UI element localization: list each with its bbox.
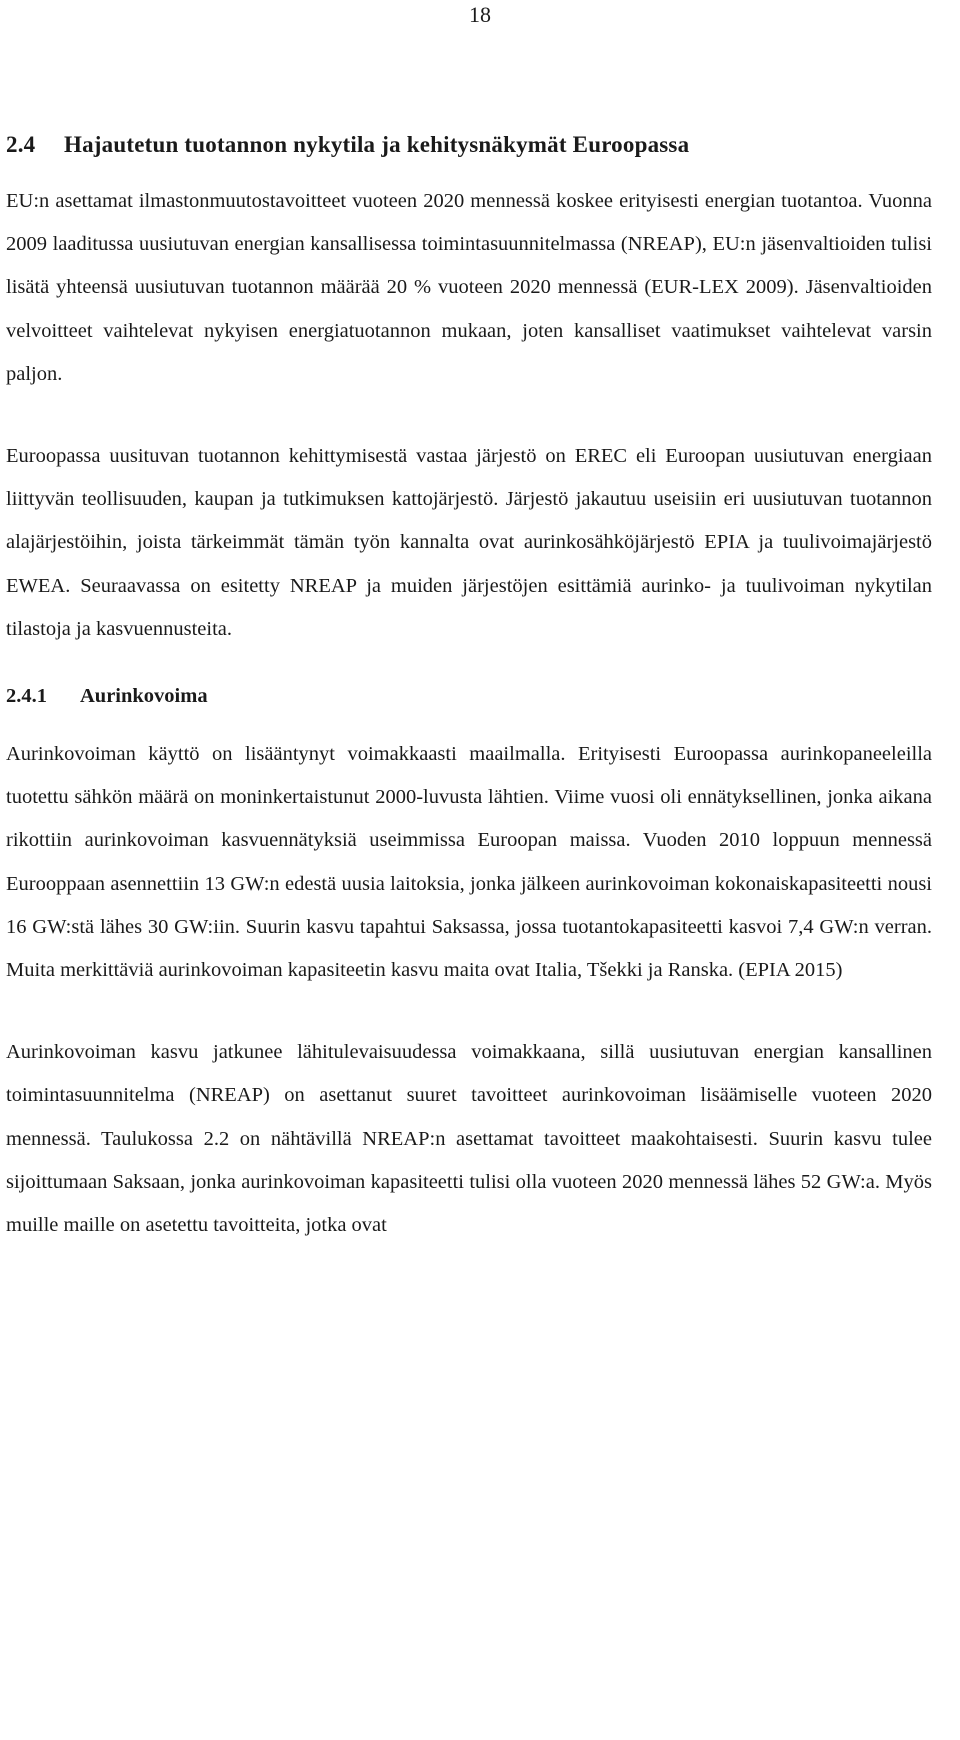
paragraph-erec: Euroopassa uusituvan tuotannon kehittymisestä vastaa järjestö on EREC eli Euroopan uusiutuvan energiaan liittyvän teollisuuden, kaupan ja tutkimuksen kattojärjestö. Järjestö jakautuu useisiin eri uusiutuvan tuotannon alajärjestöihin, joista tärkeimmät tämän työn kannalta ovat aurinkosähköjärjestö EPIA ja tuulivoimajärjestö EWEA. Seuraavassa on esitetty NREAP ja muiden järjestöjen esittämiä aurinko- ja tuulivoiman nykytilan tilastoja ja kasvuennusteita. bbox=[6, 445, 932, 640]
subsection-heading bbox=[6, 681, 932, 711]
paragraph-solar-growth: Aurinkovoiman käyttö on lisääntynyt voimakkaasti maailmalla. Erityisesti Euroopassa aurinkopaneeleilla tuotettu sähkön määrä on moninkertaistunut 2000-luvusta lähtien. Viime vuosi oli ennätyksellinen, jonka aikana rikottiin aurinkovoiman kasvuennätyksiä useimmissa Euroopan maissa. Vuoden 2010 loppuun mennessä Eurooppaan asennettiin 13 GW:n edestä uusia laitoksia, jonka jälkeen aurinkovoiman kokonaiskapasiteetti nousi 16 GW:stä lähes 30 GW:iin. Suurin kasvu tapahtui Saksassa, jossa tuotantokapasiteetti kasvoi 7,4 GW:n verran. Muita merkittäviä aurinkovoiman kapasiteetin kasvu maita ovat Italia, Tšekki ja Ranska. (EPIA 2015) bbox=[6, 743, 932, 982]
section-title: Hajautetun tuotannon nykytila ja kehitysnäkymät Euroopassa bbox=[64, 132, 690, 157]
subsection-number: 2.4.1 bbox=[6, 685, 47, 708]
subsection-title: Aurinkovoima bbox=[80, 685, 208, 708]
paragraph-solar-outlook: Aurinkovoiman kasvu jatkunee lähitulevaisuudessa voimakkaana, sillä uusiutuvan energian kansallinen toimintasuunnitelma (NREAP) on asettanut suuret tavoitteet aurinkovoiman lisäämiselle vuoteen 2020 mennessä. Taulukossa 2.2 on nähtävillä NREAP:n asettamat tavoitteet maakohtaisesti. Suurin kasvu tulee sijoittumaan Saksaan, jonka aurinkovoiman kapasiteetti tulisi olla vuoteen 2020 mennessä lähes 52 GW:a. Myös muille maille on asetettu tavoitteita, jotka ovat bbox=[6, 1041, 932, 1237]
paragraph-eu-targets: EU:n asettamat ilmastonmuutostavoitteet vuoteen 2020 mennessä koskee erityisesti energian tuotantoa. Vuonna 2009 laaditussa uusiutuvan energian kansallisessa toimintasuunnitelmassa (NREAP), EU:n jäsenvaltioiden tulisi lisätä yhteensä uusiutuvan tuotannon määrää 20 % vuoteen 2020 mennessä (EUR-LEX 2009). Jäsenvaltioiden velvoitteet vaihtelevat nykyisen energiatuotannon mukaan, joten kansalliset vaatimukset vaihtelevat varsin paljon. bbox=[6, 190, 932, 385]
page-number: 18 bbox=[469, 2, 491, 27]
section-heading bbox=[6, 128, 932, 162]
section-number: 2.4 bbox=[6, 132, 36, 157]
document-body bbox=[6, 128, 932, 1247]
